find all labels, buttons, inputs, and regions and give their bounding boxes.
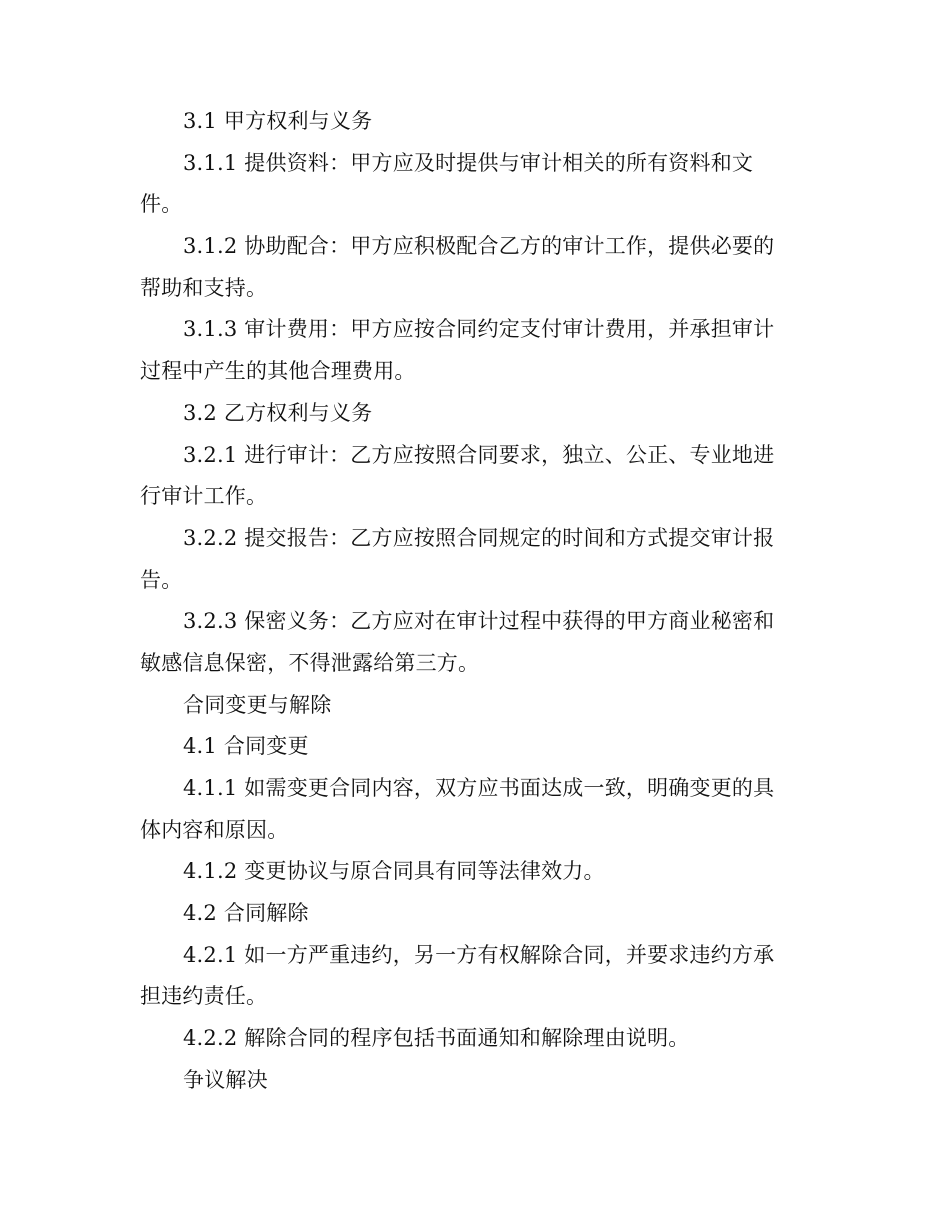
clause-3-2-2-line-2: 告。 bbox=[140, 567, 183, 592]
heading-3-2: 3.2 乙方权利与义务 bbox=[183, 400, 373, 425]
heading-4-2: 4.2 合同解除 bbox=[183, 901, 309, 926]
clause-3-1-1-line-2: 件。 bbox=[140, 192, 183, 217]
clause-3-1-2-line-1: 3.1.2 协助配合：甲方应积极配合乙方的审计工作，提供必要的 bbox=[183, 234, 775, 259]
clause-4-2-1-line-2: 担违约责任。 bbox=[140, 984, 268, 1009]
clause-3-2-1-line-1: 3.2.1 进行审计：乙方应按照合同要求，独立、公正、专业地进 bbox=[183, 442, 775, 467]
clause-3-2-1-line-2: 行审计工作。 bbox=[140, 484, 268, 509]
clause-4-2-2: 4.2.2 解除合同的程序包括书面通知和解除理由说明。 bbox=[183, 1026, 690, 1051]
clause-3-1-3-line-1: 3.1.3 审计费用：甲方应按合同约定支付审计费用，并承担审计 bbox=[183, 317, 775, 342]
document-body bbox=[140, 101, 810, 1102]
clause-4-1-1-line-1: 4.1.1 如需变更合同内容，双方应书面达成一致，明确变更的具 bbox=[183, 776, 775, 800]
heading-3-1: 3.1 甲方权利与义务 bbox=[183, 109, 373, 133]
clause-3-1-2-line-2: 帮助和支持。 bbox=[140, 275, 268, 300]
clause-3-2-2-line-1: 3.2.2 提交报告：乙方应按照合同规定的时间和方式提交审计报 bbox=[183, 525, 775, 550]
section-heading-contract-change: 合同变更与解除 bbox=[183, 692, 332, 717]
clause-3-1-1-line-1: 3.1.1 提供资料：甲方应及时提供与审计相关的所有资料和文 bbox=[183, 150, 754, 175]
clause-4-2-1-line-1: 4.2.1 如一方严重违约，另一方有权解除合同，并要求违约方承 bbox=[183, 942, 775, 967]
clause-3-2-3-line-1: 3.2.3 保密义务：乙方应对在审计过程中获得的甲方商业秘密和 bbox=[183, 609, 775, 634]
section-heading-dispute-resolution: 争议解决 bbox=[183, 1067, 268, 1092]
clause-4-1-1-line-2: 体内容和原因。 bbox=[140, 817, 289, 842]
clause-3-2-3-line-2: 敏感信息保密，不得泄露给第三方。 bbox=[140, 650, 480, 675]
clause-4-1-2: 4.1.2 变更协议与原合同具有同等法律效力。 bbox=[183, 859, 605, 884]
clause-3-1-3-line-2: 过程中产生的其他合理费用。 bbox=[140, 359, 416, 384]
heading-4-1: 4.1 合同变更 bbox=[183, 734, 309, 759]
